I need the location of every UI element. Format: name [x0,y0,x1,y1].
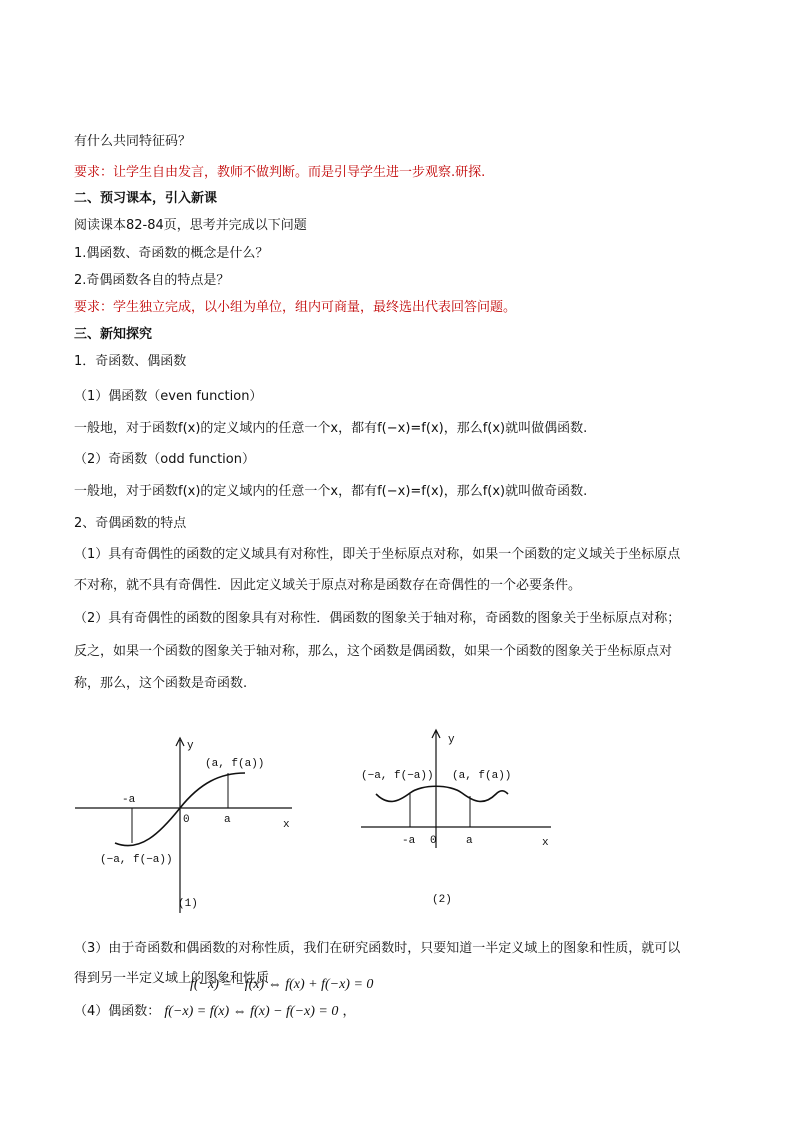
a-label: a [466,835,473,847]
subsection-1-title: 1．奇函数、偶函数 [74,354,187,369]
question-2: 2.奇偶函数各自的特点是？ [74,273,230,288]
question-1: 1.偶函数、奇函数的概念是什么？ [74,246,269,261]
reading-instruction: 阅读课本82-84页，思考并完成以下问题 [74,218,307,233]
point-a-label: (a, f(a)) [205,758,265,770]
section-2-heading: 二、预习课本，引入新课 [74,191,218,206]
figure-1-caption: (1) [178,898,198,910]
y-axis-label: y [448,734,455,746]
even-function-formula: f(−x) = f(x) ⇔ f(x) − f(−x) = 0 [164,1004,339,1019]
property-3-line-1: （3）由于奇函数和偶函数的对称性质，我们在研究函数时，只要知道一半定义域上的图象和性质，就可以 [74,941,681,956]
section-3-heading: 三、新知探究 [74,327,153,342]
point-neg-a-label: (−a, f(−a)) [361,770,434,782]
even-function-graph [356,726,566,916]
even-curve [376,786,508,801]
neg-a-label: -a [122,794,136,806]
origin-label: 0 [183,814,190,826]
y-axis-label: y [187,740,194,752]
subsection-2-title: 2、奇偶函数的特点 [74,516,187,531]
requirement-1: 要求：让学生自由发言，教师不做判断。而是引导学生进一步观察.研探. [74,165,486,180]
x-axis-label: x [283,819,290,831]
property-4-tail: ， [342,1004,356,1019]
property-2-line-1: （2）具有奇偶性的函数的图象具有对称性．偶函数的图象关于轴对称，奇函数的图象关于坐标原点对称； [74,611,681,626]
even-function-title: （1）偶函数（even function） [74,389,263,404]
requirement-2: 要求：学生独立完成，以小组为单位，组内可商量，最终选出代表回答问题。 [74,300,517,315]
x-axis-label: x [542,837,549,849]
odd-function-formula: f(−x) = −f(x) ⇔ f(x) + f(−x) = 0 [190,977,374,992]
odd-function-definition: 一般地，对于函数f(x)的定义域内的任意一个x，都有f(−x)=f(x)，那么f(x)就叫做奇函数. [74,484,588,499]
figure-2-caption: (2) [432,894,452,906]
property-1-line-1: （1）具有奇偶性的函数的定义域具有对称性，即关于坐标原点对称，如果一个函数的定义域关于坐标原点 [74,547,681,562]
odd-function-graph [70,728,310,918]
property-3-line-2: 得到另一半定义域上的图象和性质 [74,971,270,986]
property-1-line-2: 不对称，就不具有奇偶性．因此定义域关于原点对称是函数存在奇偶性的一个必要条件。 [74,578,582,593]
a-label: a [224,814,231,826]
odd-function-title: （2）奇函数（odd function） [74,452,255,467]
even-function-definition: 一般地，对于函数f(x)的定义域内的任意一个x，都有f(−x)=f(x)，那么f(x)就叫做偶函数. [74,421,588,436]
origin-label: 0 [430,835,437,847]
property-2-line-3: 称，那么，这个函数是奇函数. [74,676,248,691]
point-a-label: (a, f(a)) [452,770,512,782]
property-2-line-2: 反之，如果一个函数的图象关于轴对称，那么，这个函数是偶函数，如果一个函数的图象关于坐标原点对 [74,644,673,659]
point-neg-a-label: (−a, f(−a)) [100,854,173,866]
intro-question: 有什么共同特征码？ [74,134,192,149]
neg-a-label: -a [402,835,416,847]
property-4-label: （4）偶函数： [74,1004,161,1019]
property-4-line [74,1003,356,1021]
